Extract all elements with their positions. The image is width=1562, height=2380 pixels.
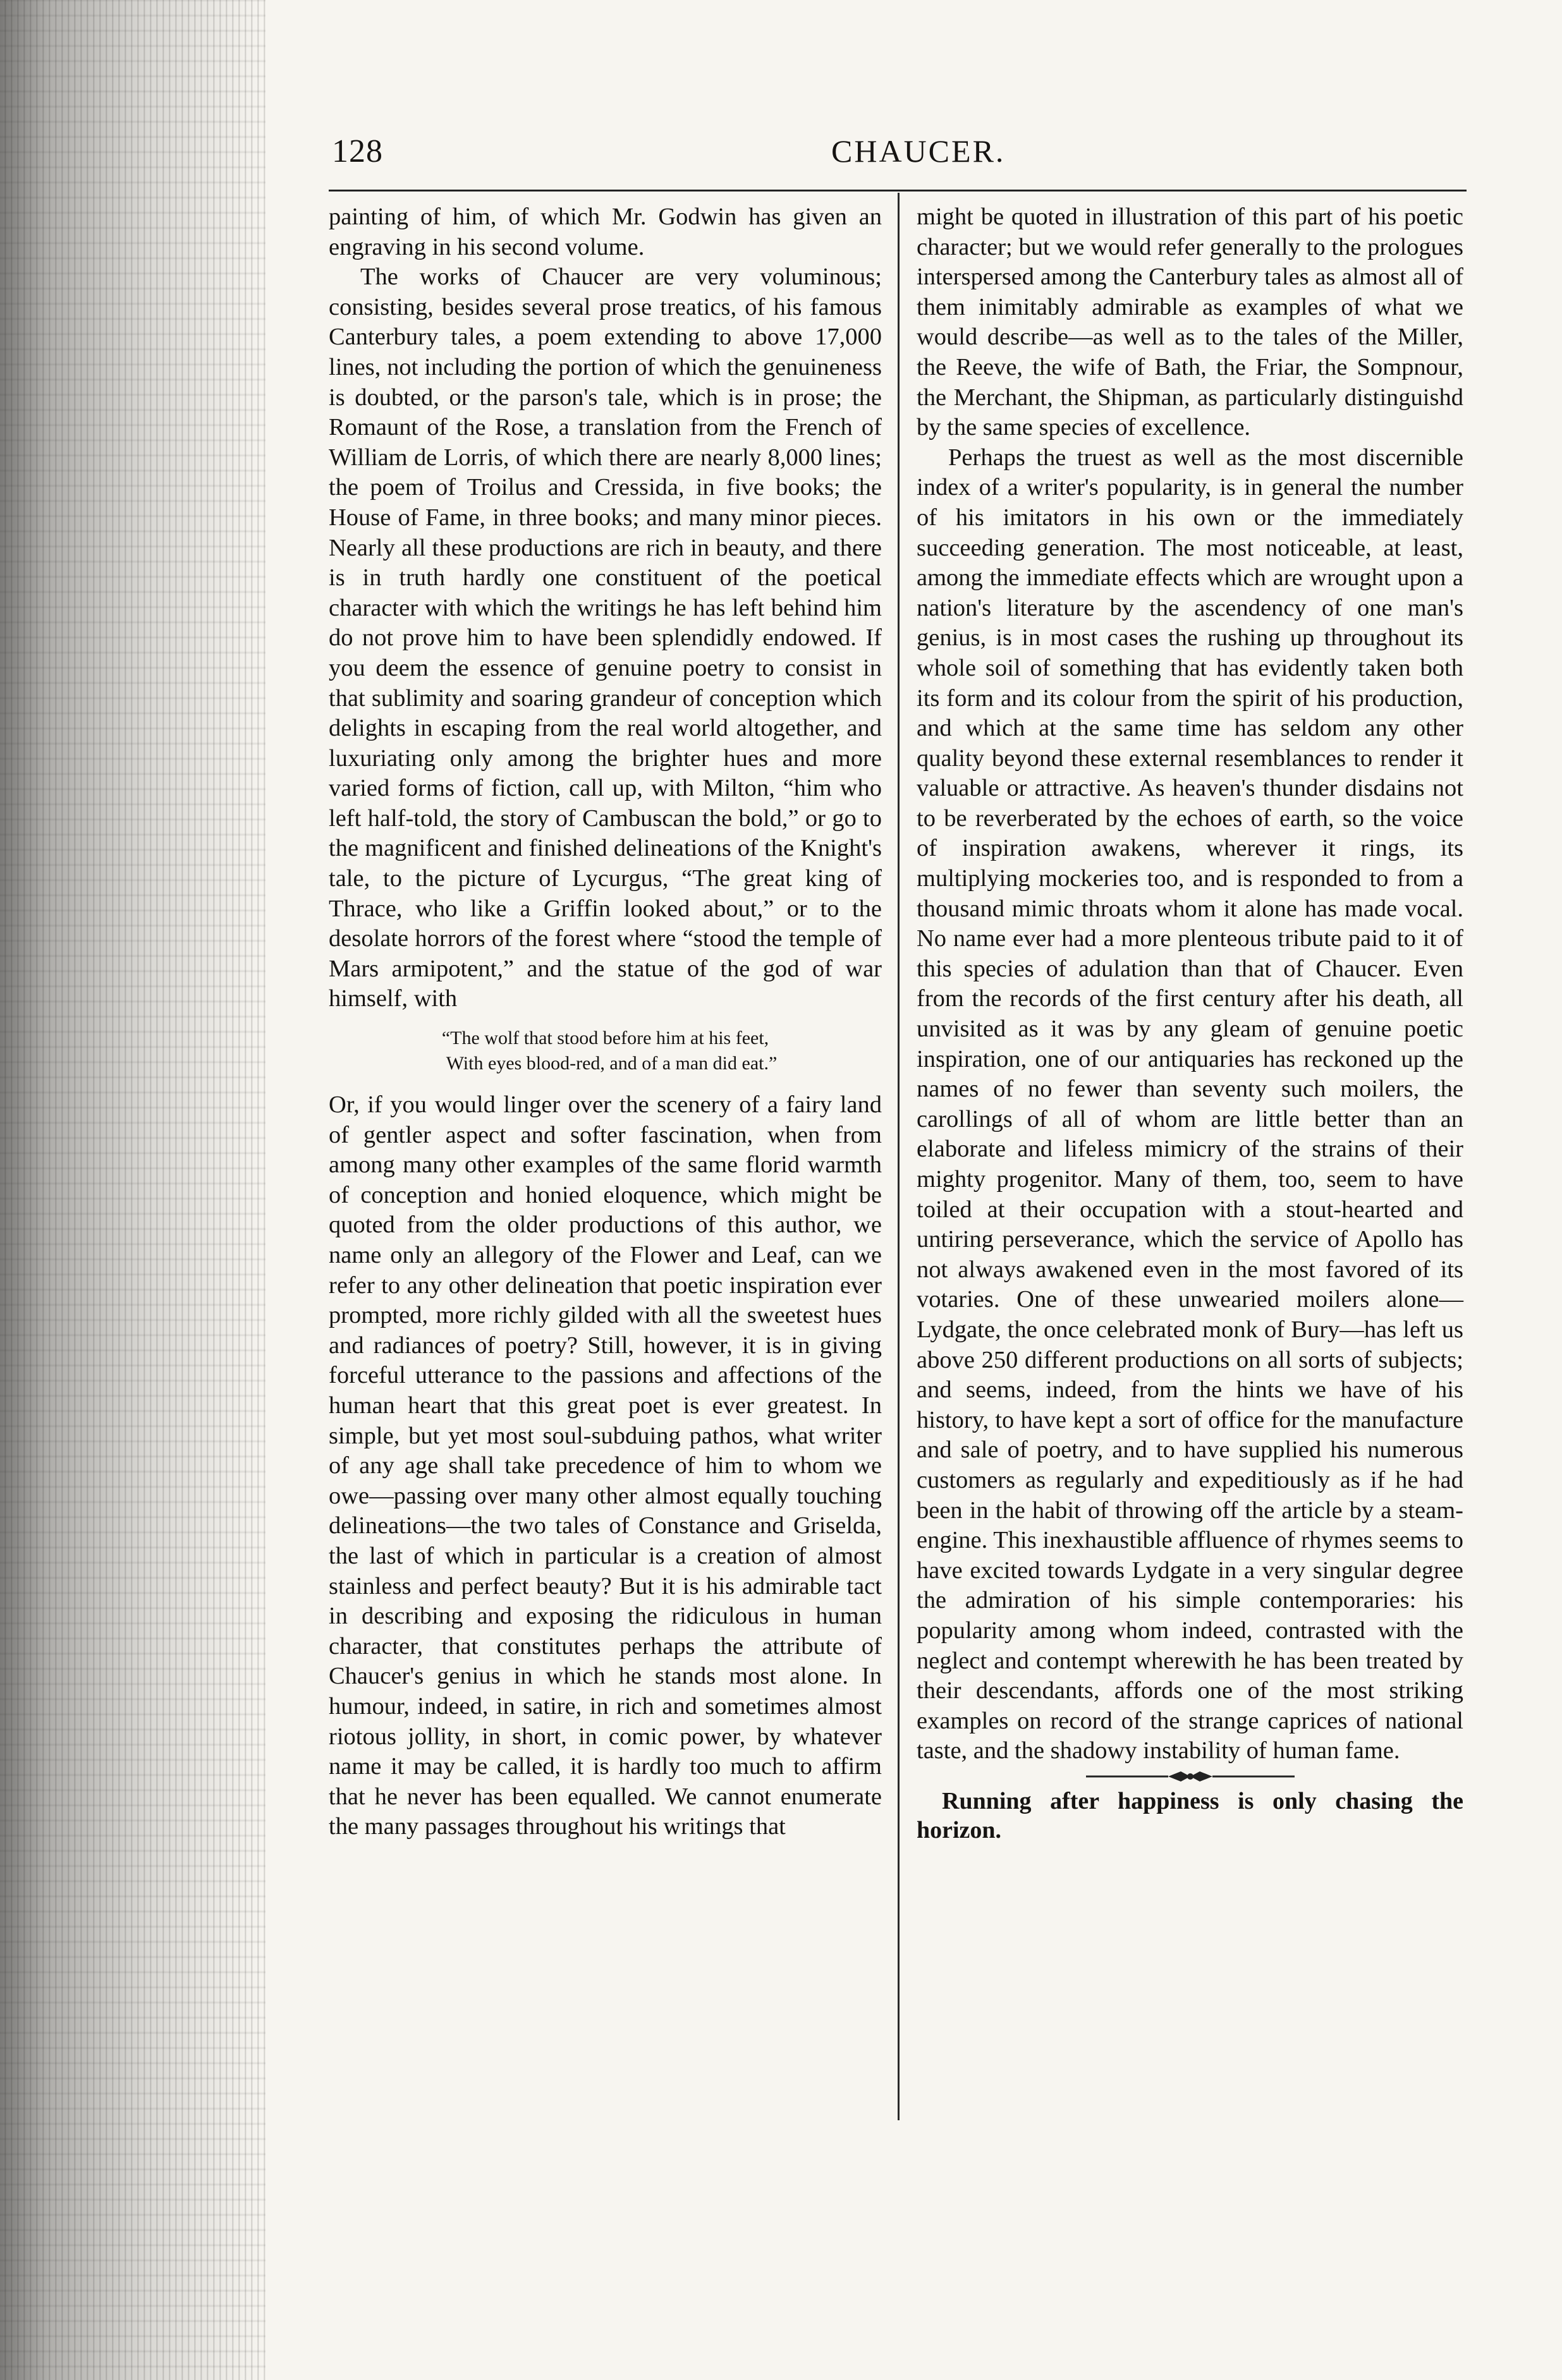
quote-line: “The wolf that stood before him at his feet, xyxy=(441,1028,769,1049)
scanned-page-edge xyxy=(0,0,265,2380)
paragraph: The works of Chaucer are very voluminous; consisting, besides several prose treatics, of his famous Canterbury tales, a poem extending to above 17,000 lines, not including the portion of which the genuineness is doubted, or the parson's tale, which is in prose; the Romaunt of the Rose, a translation from the French of William de Lorris, of which there are nearly 8,000 lines; the poem of Troilus and Cressida, in five books; the House of Fame, in three books; and many minor pieces. Nearly all these productions are rich in beauty, and there is in truth hardly one constituent of the poetical character with which the writings he has left behind him do not prove him to have been splendidly endowed. If you deem the essence of genuine poetry to consist in that sublimity and soaring grandeur of conception which delights in escaping from the real world altogether, and luxuriating only among the brighter hues and more varied forms of fiction, call up, with Milton, “him who left half-told, the story of Cambuscan the bold,” or go to the magnificent and finished delineations of the Knight's tale, to the picture of Lycurgus, “The great king of Thrace, who like a Griffin looked about,” or to the desolate horrors of the forest where “stood the temple of Mars armipotent,” and the statue of the god of war himself, with xyxy=(329,264,882,1012)
left-column xyxy=(329,202,882,1842)
page-header xyxy=(332,133,1463,183)
paragraph: painting of him, of which Mr. Godwin has given an engraving in his second volume. xyxy=(329,203,882,260)
verse-quotation xyxy=(329,1026,882,1076)
filler-maxim: Running after happiness is only chasing the horizon. xyxy=(917,1787,1463,1843)
paragraph: Perhaps the truest as well as the most discernible index of a writer's popularity, is in general the number of his imitators in his own or the immediately succeeding generation. The most noticeable, at least, among the immediate effects which are wrought upon a nation's literature by the ascendency of one man's genius, is in most cases the rushing up throughout its whole soil of something that has evidently taken both its form and its colour from the spirit of his production, and which at the same time has seldom any other quality beyond these external resemblances to render it valuable or attractive. As heaven's thunder disdains not to be reverberated by the echoes of earth, so the voice of inspiration awakens, wherever it rings, its multiplying mockeries too, and is responded to from a thousand mimic throats whom it alone has made vocal. No name ever had a more plenteous tribute paid to it of this species of adulation than that of Chaucer. Even from the records of the first century after his death, all unvisited as it was by any gleam of genuine poetic inspiration, one of our antiquaries has reckoned up the names of no fewer than seventy such moilers, the carollings of all of whom are little better than an elaborate and lifeless mimicry of the strains of their mighty progenitor. Many of them, too, seem to have toiled at their occupation with a stout-hearted and untiring perseverance, which the service of Apollo has not always awakened even in the most favored of its votaries. One of these unwearied moilers alone—Lydgate, the once celebrated monk of Bury—has left us above 250 different productions on all sorts of subjects; and seems, indeed, from the hints we have of his history, to have kept a sort of office for the manufacture and sale of poetry, and to have supplied his numerous customers as regularly and expeditiously as if he had been in the habit of throwing off the article by a steam-engine. This inexhaustible affluence of rhymes seems to have excited towards Lydgate in a very singular degree the admiration of his simple contemporaries: his popularity among whom indeed, contrasted with the neglect and contempt wherewith he has been treated by their descendants, affords one of the most striking examples on record of the strange caprices of national taste, and the shadowy instability of human fame. xyxy=(917,444,1463,1764)
right-column xyxy=(917,202,1463,1845)
paragraph: might be quoted in illustration of this part of his poetic character; but we would refer generally to the prologues interspersed among the Canterbury tales as almost all of them inimitably admirable as examples of what we would describe—as well as to the tales of the Miller, the Reeve, the wife of Bath, the Friar, the Sompnour, the Merchant, the Shipman, as particularly distinguishd by the same species of excellence. xyxy=(917,203,1463,441)
quote-line: With eyes blood-red, and of a man did eat.” xyxy=(446,1053,778,1074)
header-rule xyxy=(329,190,1467,191)
page-number: 128 xyxy=(332,133,383,169)
ornamental-divider xyxy=(1086,1770,1295,1783)
column-divider xyxy=(898,193,900,2120)
running-title: CHAUCER. xyxy=(831,133,1006,169)
paragraph: Or, if you would linger over the scenery of a fairy land of gentler aspect and softer fascination, when from among many other examples of the same florid warmth of conception and honied eloquence, which might be quoted from the older productions of this author, we name only an allegory of the Flower and Leaf, can we refer to any other delineation that poetic inspiration ever prompted, more richly gilded with all the sweetest hues and radiances of poetry? Still, however, it is in giving forceful utterance to the passions and affections of the human heart that this great poet is ever greatest. In simple, but yet most soul-subduing pathos, what writer of any age shall take precedence of him to whom we owe—passing over many other almost equally touching delineations—the two tales of Constance and Griselda, the last of which in particular is a creation of almost stainless and perfect beauty? But it is his admirable tact in describing and exposing the ridiculous in human character, that constitutes perhaps the attribute of Chaucer's genius in which he stands most alone. In humour, indeed, in satire, in rich and sometimes almost riotous jollity, in short, in comic power, by whatever name it may be called, it is hardly too much to affirm that he never has been equalled. We cannot enumerate the many passages throughout his writings that xyxy=(329,1091,882,1840)
